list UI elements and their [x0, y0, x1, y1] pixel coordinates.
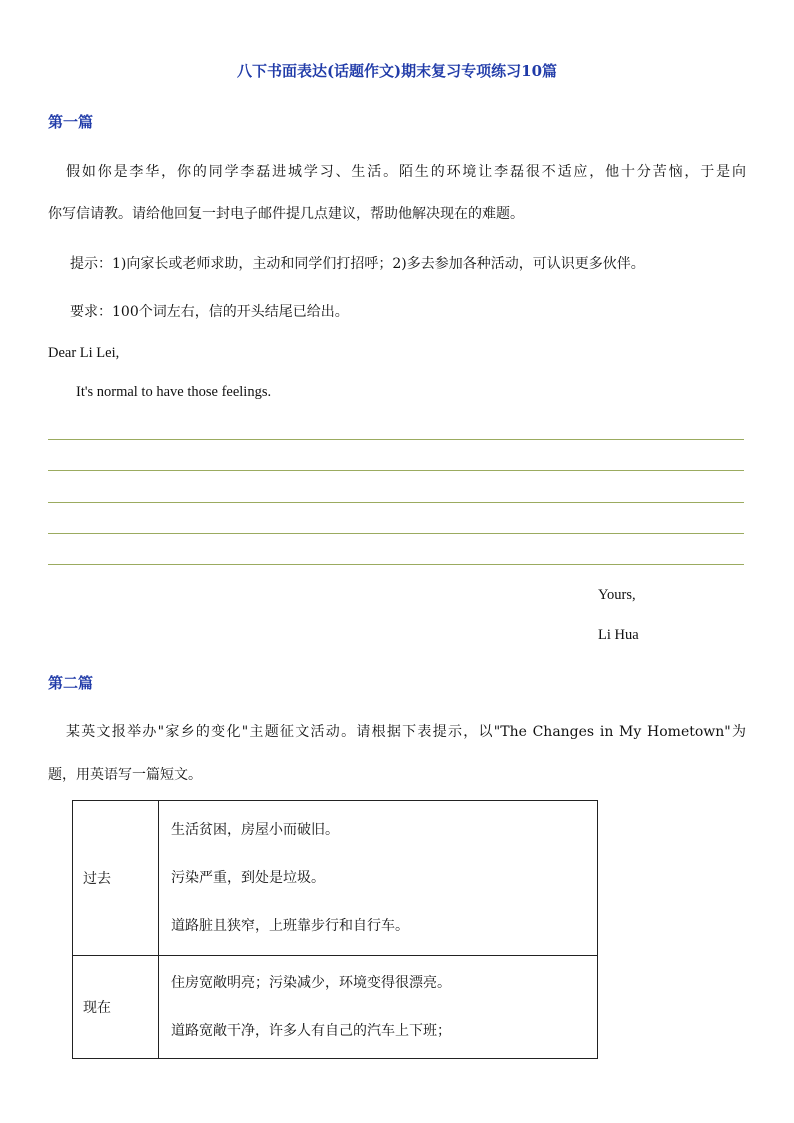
letter-opening: It's normal to have those feelings.	[76, 384, 272, 400]
writing-line	[48, 502, 744, 503]
hometown-changes-table	[72, 800, 598, 1059]
table-item: 生活贫困，房屋小而破旧。	[171, 822, 339, 838]
letter-signature: Li Hua	[598, 627, 639, 643]
section-1-requirement: 要求：100个词左右，信的开头结尾已给出。	[70, 304, 349, 320]
section-1-intro-line-1: 假如你是李华，你的同学李磊进城学习、生活。陌生的环境让李磊很不适应，他十分苦恼，于是向	[66, 164, 746, 180]
section-1-intro-line-2: 你写信请教。请给他回复一封电子邮件提几点建议，帮助他解决现在的难题。	[48, 206, 524, 222]
section-1-hint: 提示：1)向家长或老师求助，主动和同学们打招呼；2)多去参加各种活动，可认识更多伙伴。	[70, 256, 645, 272]
writing-line	[48, 564, 744, 565]
table-row	[73, 801, 598, 956]
writing-line	[48, 470, 744, 471]
section-2-heading: 第二篇	[48, 674, 94, 692]
document-title: 八下书面表达(话题作文)期末复习专项练习10篇	[236, 62, 558, 80]
section-1-heading: 第一篇	[48, 113, 94, 131]
table-row	[73, 956, 598, 1059]
table-row-label: 现在	[73, 956, 159, 1059]
section-2-intro-line-2: 题，用英语写一篇短文。	[48, 767, 202, 783]
writing-line	[48, 533, 744, 534]
table-item: 道路脏且狭窄，上班靠步行和自行车。	[171, 918, 409, 934]
letter-greeting: Dear Li Lei,	[48, 345, 120, 361]
section-2-intro-line-1: 某英文报举办"家乡的变化"主题征文活动。请根据下表提示，以"The Changes in My Hometown"为	[66, 724, 746, 740]
table-row-content	[159, 956, 598, 1059]
table-row-label: 过去	[73, 801, 159, 956]
writing-line	[48, 439, 744, 440]
table-item: 污染严重，到处是垃圾。	[171, 870, 325, 886]
table-item: 道路宽敞干净，许多人有自己的汽车上下班；	[171, 1023, 451, 1039]
table-item: 住房宽敞明亮；污染减少，环境变得很漂亮。	[171, 975, 451, 991]
letter-closing: Yours,	[598, 587, 636, 603]
table-row-content	[159, 801, 598, 956]
